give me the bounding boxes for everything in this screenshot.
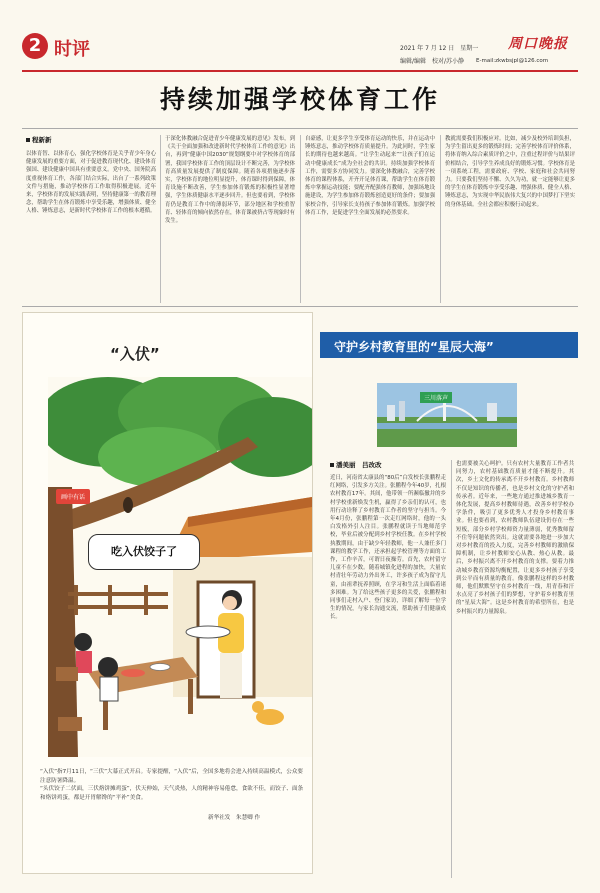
editor-credits: 编辑/编辑 校对/苏小静: [400, 58, 465, 65]
header-rule: [22, 70, 578, 72]
editorial-column-2: 于深化体教融合促进青少年健康发展的意见》发布，到《关于全面加强和改进新时代学校体育工作的意见》出台，再到“健康中国2030”规划纲要中对学校体育的部署，我国学校体育工作的顶层设计不断完善，为学校体育高质量发展提供了制度保障。随着各项措施逐步落实，学校体育的地位明显提升，体育课时得到保障，体育设施不断改善，学生参加体育锻炼的积极性显著增强，学生体质健康水平逐步回升。但也要看到，学校体育仍是教育工作中的薄弱环节，部分地区和学校重智育、轻体育的倾向依然存在，体育课被挤占等现象时有发生。: [165, 136, 295, 225]
caption-paragraph-1: “入伏”指7月11日，“三伏”大幕正式开启。专家提醒，“入伏”后，全国多地将会进入持续高温模式，公众要注意防暑降温。: [40, 769, 304, 784]
section-title: 时评: [54, 39, 90, 60]
speech-bubble: 吃入伏饺子了: [88, 534, 200, 570]
article-authors: 潘美丽 吕改改: [336, 461, 382, 469]
article-column-1: 近日，河南省太康县的“80后”白发校长张鹏程走红网络，引发多方关注。张鹏程今年40岁，扎根农村教育17年。其间，他带领一所濒临撤并的乡村学校重新焕发生机，赢得了乡亲们的认可，也用行动诠释了乡村教育工作者的坚守与担当。今年4月份，张鹏程第一次走红网络时，他的一头白发格外引人注目。张鹏程就读于当地师范学校，毕业后被分配到乡村学校任教。在乡村学校执教期间，由于缺少年轻教师，他一人兼任多门课程的教学工作，还承担起学校管理等方面的工作，工作辛苦，可谓日夜操劳。首先，农村留守儿童不在少数。随着城镇化进程的加快，大量农村青壮年劳动力外出务工，许多孩子成为留守儿童，由祖辈抚养照顾，在学习和生活上面临着诸多困难。为了给这些孩子更多的关爱，张鹏程和同事们走村入户、登门家访，详细了解每一位学生的情况，与家长沟通交流，帮助孩子们健康成长。: [330, 475, 446, 621]
cartoon-credit: 新华社发 朱慧卿 作: [208, 815, 261, 821]
column-divider: [300, 135, 301, 303]
cartoon-caption: [40, 768, 306, 802]
article-column-2: 也需要被关心呵护。只有农村大量教育工作者共同努力，农村基础教育质量才能不断提升。其次，乡土文化的传承离不开乡村教育。乡村教师不仅是知识的传播者，也是乡村文化的守护者和传承者。近年来，一些地方通过推进城乡教育一体化发展，提高乡村教师待遇，改善乡村学校办学条件，吸引了更多优秀人才投身乡村教育事业。但也要看到，农村教师队伍建设仍存在一些短板，部分乡村学校师资力量薄弱，优秀教师留不住等问题依然突出。这就需要各地进一步加大对乡村教育的投入力度，完善乡村教师的激励保障机制，让乡村教师安心从教、热心从教。最后，乡村振兴离不开乡村教育的支撑。要着力推动城乡教育资源均衡配置，让更多乡村孩子享受到公平而有质量的教育。像张鹏程这样的乡村教师，他们默默坚守在乡村教育一线，用青春和汗水点亮了乡村孩子们的梦想，守护着乡村教育里的“星辰大海”。这是乡村教育的希望所在，也是乡村振兴的力量源泉。: [456, 461, 574, 615]
editorial-column-1: 以体育智、以体育心，强化学校体育是关乎青少年身心健康发展的重要方面，对于促进教育现代化、建设体育强国、建设健康中国具有重要意义。党中央、国务院高度重视体育工作，各部门结合实际，出台了一系列政策文件与措施，推动学校体育工作取得积极进展。近年来，学校体育的发展实践表明，坚持健康第一的教育理念，帮助学生在体育锻炼中享受乐趣，增强体质、健全人格、锤炼意志，是新时代学校体育工作的根本遵循。: [26, 151, 156, 215]
newspaper-logo: 周口晚报: [508, 36, 568, 52]
column-divider: [440, 135, 441, 303]
byline-marker-icon: [330, 463, 334, 467]
column-divider: [160, 135, 161, 303]
byline-marker-icon: [26, 138, 30, 142]
contact-email: E-mail:zkwbsjpl@126.com: [476, 58, 549, 64]
issue-date: 2021 年 7 月 12 日 星期一: [400, 45, 479, 52]
column-divider: [451, 460, 452, 878]
article-byline: [330, 460, 382, 469]
editorial-author: 程新新: [32, 136, 52, 144]
page-headline: 持续加强学校体育工作: [159, 85, 440, 114]
cartoon-title: “入伏”: [110, 345, 160, 363]
caption-paragraph-2: “头伏饺子二伏面，三伏烙饼摊鸡蛋”，伏天伸始，天气炎热，人的精神容易倦怠，食欲不佳，而饺子、面条和烙饼鸡蛋，都是开胃解馋的“平补”美食。: [40, 786, 304, 801]
article-title: 守护乡村教育里的“星辰大海”: [334, 340, 494, 354]
page-number-badge: 2: [22, 33, 48, 59]
editorial-column-3: 自豪感，让更多学生享受体育运动的快乐，并在运动中锤炼意志，推动学校体育质量提升。为此同时，学生家长的期待也越来越高。“让学生动起来”“让孩子们在运动中健康成长”成为全社会的共识。持续加强学校体育工作，需要多方协同发力。要深化体教融合，完善学校体育的课程体系，开齐开足体育课，帮助学生在体育锻炼中掌握运动技能；要配齐配强体育教师，加强场地设施建设，为学生参加体育锻炼创造更好的条件；要加强家校合作，引导家长支持孩子参加体育锻炼。加强学校体育工作，是促进学生全面发展的必然要求。: [305, 136, 435, 216]
editorial-column-4: 教就需要我们积极应对。比如，减少及校外培训负担，为学生留出更多的锻炼时间；完善学校体育评价体系，将体育纳入综合素质评价之中，注重过程评价与结果评价相结合，引导学生养成良好的锻炼习惯。学校体育是一项系统工程，需要政府、学校、家庭和社会共同努力。只要我们坚持不懈、久久为功，就一定能够让更多的学生在体育锻炼中享受乐趣、增强体质、健全人格、锤炼意志，为实现中华民族伟大复兴的中国梦打下坚实的身体基础。全社会都应积极行动起来。: [445, 136, 575, 208]
photo-caption: 三川落声: [420, 392, 452, 403]
section-rule: [22, 306, 578, 307]
cartoon-column-tag: 画中有话: [56, 489, 90, 504]
headline-rule: [22, 128, 578, 129]
editorial-byline: [26, 135, 52, 144]
